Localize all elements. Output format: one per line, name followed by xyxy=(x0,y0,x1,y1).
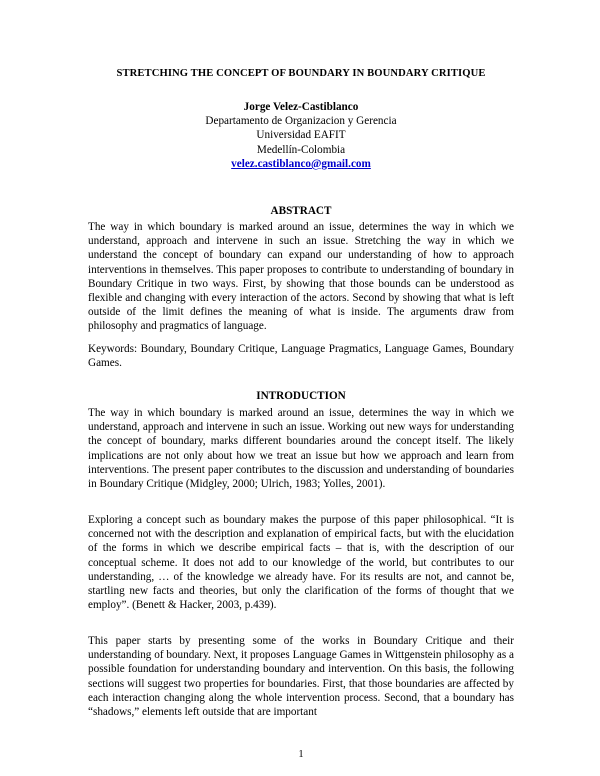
intro-paragraph-2: Exploring a concept such as boundary makes the purpose of this paper philosophical. “It is concerned not with the description and explanation of empirical facts, but with the elucidation of the forms in which we describe empirical facts – that is, with the description of our conceptual scheme. It does not add to our knowledge of the world, but contributes to our understanding, … of the knowledge we already have. For its results are not, and cannot be, startling new facts and theories, but only the clarification of the forms of thought that we employ”. (Benett & Hacker, 2003, p.439). xyxy=(88,514,514,612)
introduction-heading: INTRODUCTION xyxy=(256,390,346,402)
author-name: Jorge Velez-Castiblanco xyxy=(243,101,359,113)
page-number: 1 xyxy=(298,749,304,760)
intro-paragraph-3: This paper starts by presenting some of the works in Boundary Critique and their understanding of boundary. Next, it proposes Language Games in Wittgenstein philosophy as a possible foundation for understanding boundary and intervention. On this basis, the following sections will suggest two properties for boundaries. First, that those boundaries are affected by each interaction changing along the whole intervention process. Second, that a boundary has “shadows,” elements left outside that are important xyxy=(88,635,514,719)
paper-title: STRETCHING THE CONCEPT OF BOUNDARY IN BOUNDARY CRITIQUE xyxy=(116,68,486,79)
intro-paragraph-1: The way in which boundary is marked around an issue, determines the way in which we understand, approach and intervene in such an issue. Working out new ways for understanding the concept of boundary, marks different boundaries around the concept itself. The likely implications are not only about how we treat an issue but how we approach and learn from interventions. The present paper contributes to the discussion and understanding of boundaries in Boundary Critique (Midgley, 2000; Ulrich, 1983; Yolles, 2001). xyxy=(88,407,514,491)
author-department: Departamento de Organizacion y Gerencia xyxy=(205,115,397,128)
author-email-link[interactable]: velez.castiblanco@gmail.com xyxy=(231,157,371,170)
keywords: Keywords: Boundary, Boundary Critique, Language Pragmatics, Language Games, Boundary Games. xyxy=(88,343,514,370)
author-university: Universidad EAFIT xyxy=(256,129,346,142)
abstract-text: The way in which boundary is marked around an issue, determines the way in which we understand, approach and intervene in such an issue. Stretching the way in which we understand the concept of boundary can expand our understanding of how to approach interventions in themselves. This paper proposes to contribute to understanding of boundary in Boundary Critique in two ways. First, by showing that those bounds can be understood as flexible and changing with every interaction of the actors. Second by showing that what is left outside of the limit defines the meaning of what is inside. The arguments draw from philosophy and pragmatics of language. xyxy=(88,221,514,333)
author-block xyxy=(88,100,514,171)
author-city: Medellín-Colombia xyxy=(256,143,346,156)
abstract-heading: ABSTRACT xyxy=(270,205,332,217)
